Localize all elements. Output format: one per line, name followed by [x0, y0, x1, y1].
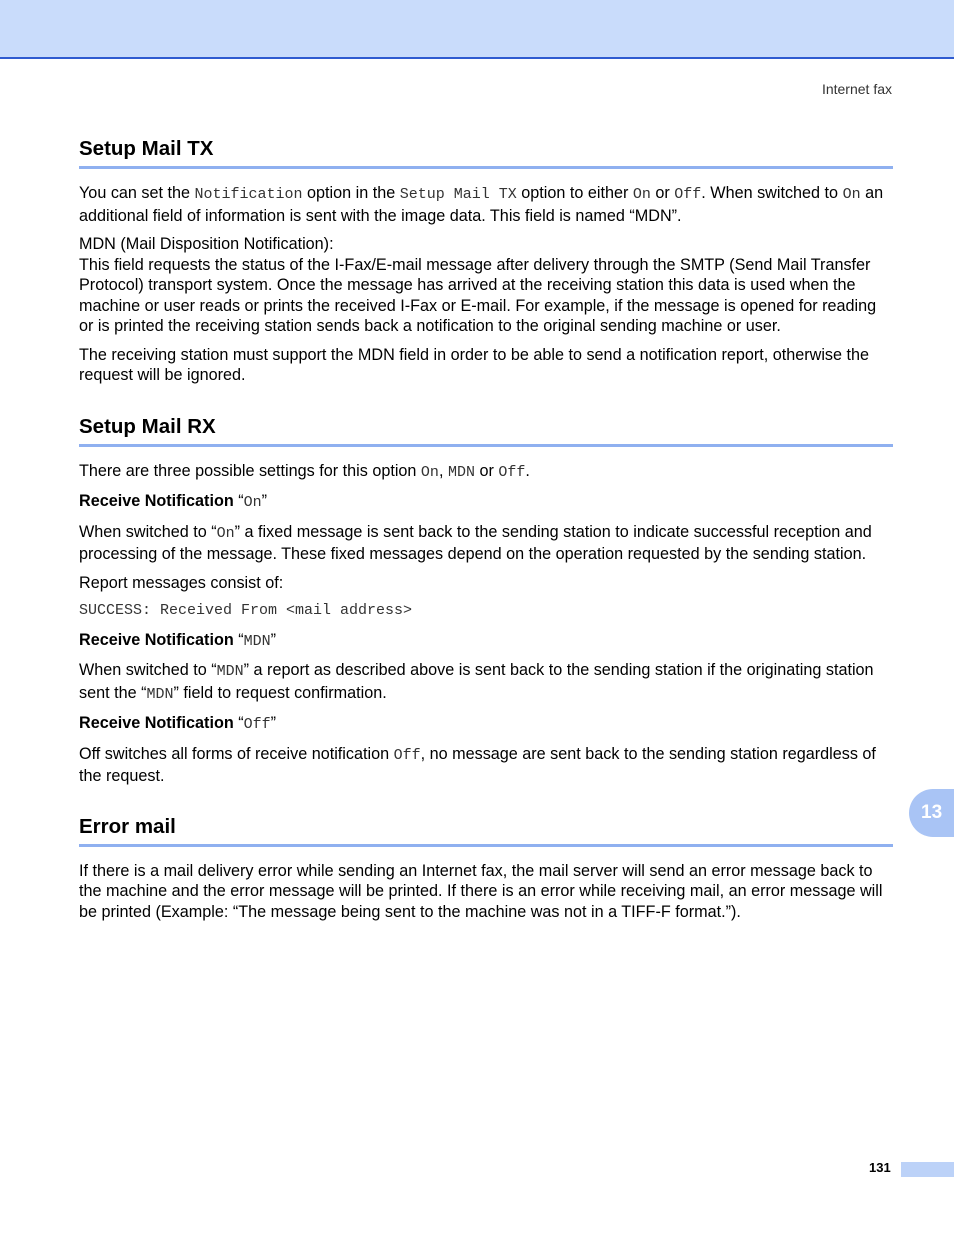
text-run: ” a fixed message is sent back to the sending station to indicate successful reception and processing of the message. These fixed messages depend on the operation requested by the sending station.: [79, 522, 872, 563]
text-run: option in the: [302, 184, 400, 202]
text-run: ”: [270, 714, 277, 732]
text-run: When switched to “: [79, 661, 217, 679]
text-run: “: [233, 492, 244, 510]
mdn-support-note: The receiving station must support the MDN field in order to be able to send a notification report, otherwise the request will be ignored.: [79, 345, 870, 384]
rx-settings-intro: [79, 461, 893, 484]
paragraph-off-description: [79, 744, 893, 787]
subheading-label: Receive Notification: [79, 492, 234, 510]
subheading-receive-notification-mdn: [79, 630, 893, 653]
value-mdn: MDN: [146, 685, 174, 703]
text-run: You can set the: [79, 184, 195, 202]
paragraph-on-description: [79, 522, 893, 565]
chapter-tab: [909, 789, 954, 837]
running-title: Internet fax: [821, 81, 892, 97]
paragraph-notification-option: [79, 183, 893, 226]
value-mdn: MDN: [216, 663, 244, 680]
chapter-number: 13: [921, 802, 943, 823]
header-band: [0, 0, 954, 59]
value-on: On: [243, 494, 262, 511]
heading-setup-mail-tx: Setup Mail TX: [79, 136, 893, 169]
text-run: “: [233, 630, 244, 649]
section-setup-mail-rx: [79, 414, 893, 787]
page-number-marker: [901, 1162, 954, 1177]
page-number: 131: [869, 1160, 891, 1175]
report-messages-intro: Report messages consist of:: [79, 573, 284, 592]
value-on: On: [842, 186, 861, 203]
paragraph-error-mail: If there is a mail delivery error while sending an Internet fax, the mail server will send an error message back to the machine and the error message will be printed. If there is an error while receiving mail, an error message will be printed (Example: “The message being sent to the machine was not in a TIFF-F format.”).: [79, 861, 883, 921]
value-off: Off: [498, 463, 526, 481]
text-run: , no message are sent back to the sending station regardless of the request.: [79, 744, 876, 785]
text-run: ” field to request confirmation.: [173, 683, 387, 702]
text-run: When switched to “: [79, 522, 217, 541]
option-notification: Notification: [194, 186, 303, 203]
mdn-definition-label: MDN (Mail Disposition Notification):: [79, 235, 334, 253]
value-off: Off: [243, 716, 271, 733]
text-run: There are three possible settings for this option: [79, 461, 421, 480]
report-message-code: SUCCESS: Received From <mail address>: [79, 602, 413, 619]
heading-setup-mail-rx: Setup Mail RX: [79, 414, 893, 447]
text-run: .: [525, 461, 530, 480]
mdn-definition-body: This field requests the status of the I-Fax/E-mail message after delivery through the SMTP (Send Mail Transfer Protocol) transport system. Once the message has arrived at the receiving station this data is used when the machine or user reads or prints the received I-Fax or E-mail. For example, if the message is opened for reading or is printed the receiving station sends back a notification to the original sending machine or user.: [79, 255, 877, 335]
text-run: “: [233, 714, 244, 732]
value-on: On: [216, 524, 235, 542]
text-run: . When switched to: [701, 184, 843, 202]
subheading-receive-notification-off: [79, 713, 893, 736]
text-run: an additional field of information is sent with the image data. This field is named “MDN”.: [79, 184, 884, 225]
heading-error-mail: Error mail: [79, 814, 893, 847]
value-mdn: MDN: [243, 632, 271, 650]
option-setup-mail-tx: Setup Mail TX: [399, 186, 517, 203]
text-run: ,: [438, 461, 448, 480]
text-run: ”: [261, 492, 268, 510]
text-run: or: [474, 461, 499, 480]
section-setup-mail-tx: [79, 136, 893, 386]
value-off: Off: [393, 746, 421, 764]
text-run: ” a report as described above is sent back to the sending station if the originating station sent the “: [79, 661, 874, 702]
value-mdn: MDN: [447, 463, 475, 481]
paragraph-mdn-description: [79, 660, 893, 705]
value-off: Off: [674, 186, 702, 203]
value-on: On: [420, 463, 439, 481]
page-content: [79, 136, 893, 922]
value-on: On: [632, 186, 651, 203]
text-run: option to either: [516, 184, 633, 202]
subheading-label: Receive Notification: [79, 630, 234, 649]
text-run: or: [650, 184, 675, 202]
text-run: Off switches all forms of receive notification: [79, 744, 394, 763]
subheading-label: Receive Notification: [79, 714, 234, 732]
subheading-receive-notification-on: [79, 491, 893, 514]
section-error-mail: [79, 814, 893, 923]
text-run: ”: [270, 630, 277, 649]
